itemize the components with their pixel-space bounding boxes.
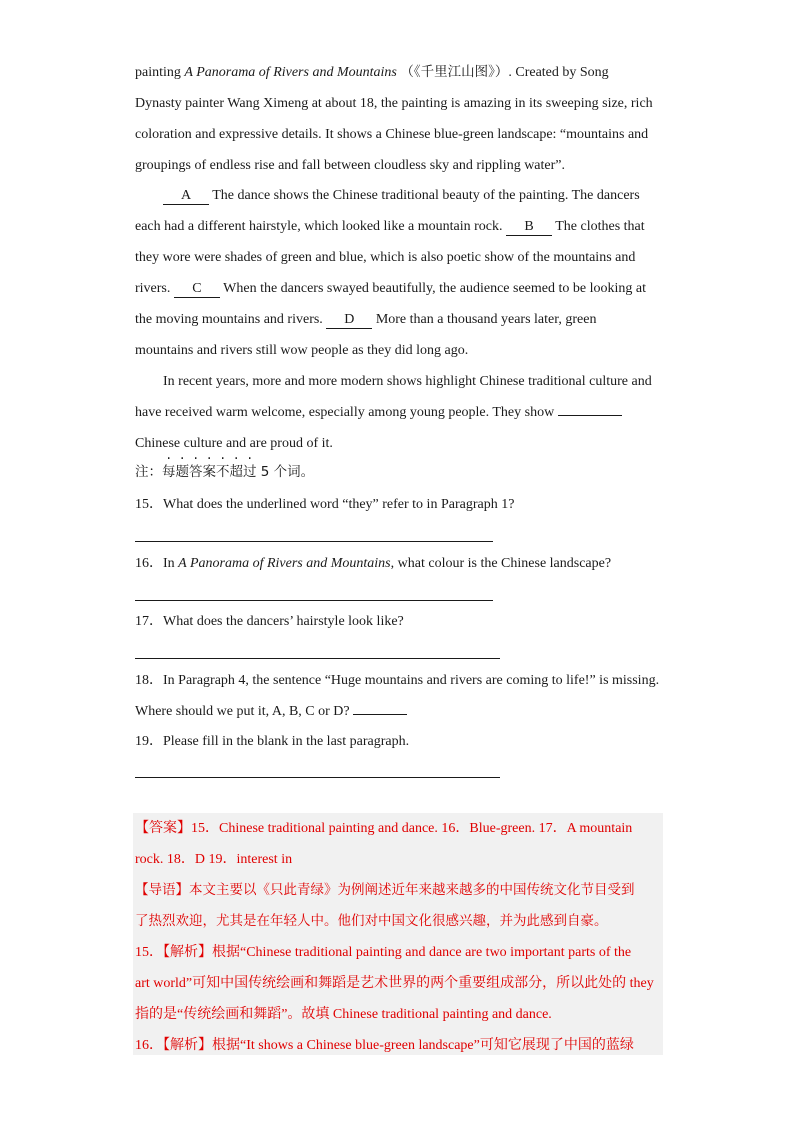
question-17: 17．What does the dancers’ hairstyle look like? xyxy=(135,614,404,629)
blank-d: D xyxy=(326,311,372,329)
answer-line-15[interactable] xyxy=(135,541,493,542)
analysis-15: art world”可知中国传统绘画和舞蹈是艺术世界的两个重要组成部分，所以此处的 they xyxy=(135,976,654,991)
answer-line-19[interactable] xyxy=(135,777,500,778)
guide-text: 了热烈欢迎，尤其是在年轻人中。他们对中国文化很感兴趣，并为此感到自豪。 xyxy=(135,913,608,929)
question-16: 16．In A Panorama of Rivers and Mountains, what colour is the Chinese landscape? xyxy=(135,556,612,571)
question-15: 15．What does the underlined word “they” refer to in Paragraph 1? xyxy=(135,497,515,512)
p1-line: groupings of endless rise and fall between cloudless sky and rippling water”. xyxy=(135,158,566,173)
guide-text: 【导语】本文主要以《只此青绿》为例阐述近年来越来越多的中国传统文化节目受到 xyxy=(135,882,635,898)
answer-key: rock. 18．D 19．interest in xyxy=(135,852,293,867)
blank-c: C xyxy=(174,280,220,298)
culture-blank xyxy=(558,401,622,416)
question-18: 18．In Paragraph 4, the sentence “Huge mountains and rivers are coming to life!” is missing. Where should we put it, A, B, C or D? xyxy=(135,673,660,719)
answer-section xyxy=(135,813,665,1061)
painting-title: A Panorama of Rivers and Mountains xyxy=(184,65,397,80)
p3-line: Chinese culture and are proud of it. xyxy=(135,436,333,451)
analysis-15: 15．【解析】根据“Chinese traditional painting and dance are two important parts of the xyxy=(135,945,632,960)
question-19: 19．Please fill in the blank in the last paragraph. xyxy=(135,734,410,749)
answer-blank-18[interactable] xyxy=(353,700,407,715)
p1-line: Dynasty painter Wang Ximeng at about 18, the painting is amazing in its sweeping size, rich xyxy=(135,96,653,111)
p1-text: painting xyxy=(135,65,185,80)
paragraph-2: A The dance shows the Chinese traditional beauty of the painting. The dancers each had a different hairstyle, which looked like a mountain rock. B The clothes that they wore were shades of green and blue, which is also poetic show of the mountains and rivers. C When the dancers swayed beautifully, the audience seemed to be looking at the moving mountains and rivers. D More than a thousand years later, green mountains and rivers still wow people as they did long ago. xyxy=(135,180,665,366)
p2-line: they wore were shades of green and blue, which is also poetic show of the mountains and xyxy=(135,250,636,265)
p1-line: coloration and expressive details. It shows a Chinese blue-green landscape: “mountains and xyxy=(135,127,649,142)
painting-title-cn: （《千里江山图》） xyxy=(400,64,509,80)
paragraph-1 xyxy=(135,57,665,181)
blank-b: B xyxy=(506,218,552,236)
paragraph-3: In recent years, more and more modern shows highlight Chinese traditional culture and have received warm welcome, especially among young people. They show Chinese culture and are proud of it. xyxy=(135,366,665,459)
answer-key: 【答案】15．Chinese traditional painting and dance. 16．Blue-green. 17．A mountain xyxy=(135,821,633,836)
analysis-15: 指的是“传统绘画和舞蹈”。故填 Chinese traditional painting and dance. xyxy=(135,1007,552,1022)
answer-line-17[interactable] xyxy=(135,658,500,659)
p1-text: . Created by Song xyxy=(508,65,609,80)
analysis-16: 16．【解析】根据“It shows a Chinese blue-green landscape”可知它展现了中国的蓝绿 xyxy=(135,1038,634,1053)
p2-line: mountains and rivers still wow people as they did long ago. xyxy=(135,343,469,358)
answer-line-16[interactable] xyxy=(135,600,493,601)
blank-a: A xyxy=(163,187,209,205)
instruction-note: 注：每题答案不超过 5 个词。 xyxy=(135,464,315,480)
